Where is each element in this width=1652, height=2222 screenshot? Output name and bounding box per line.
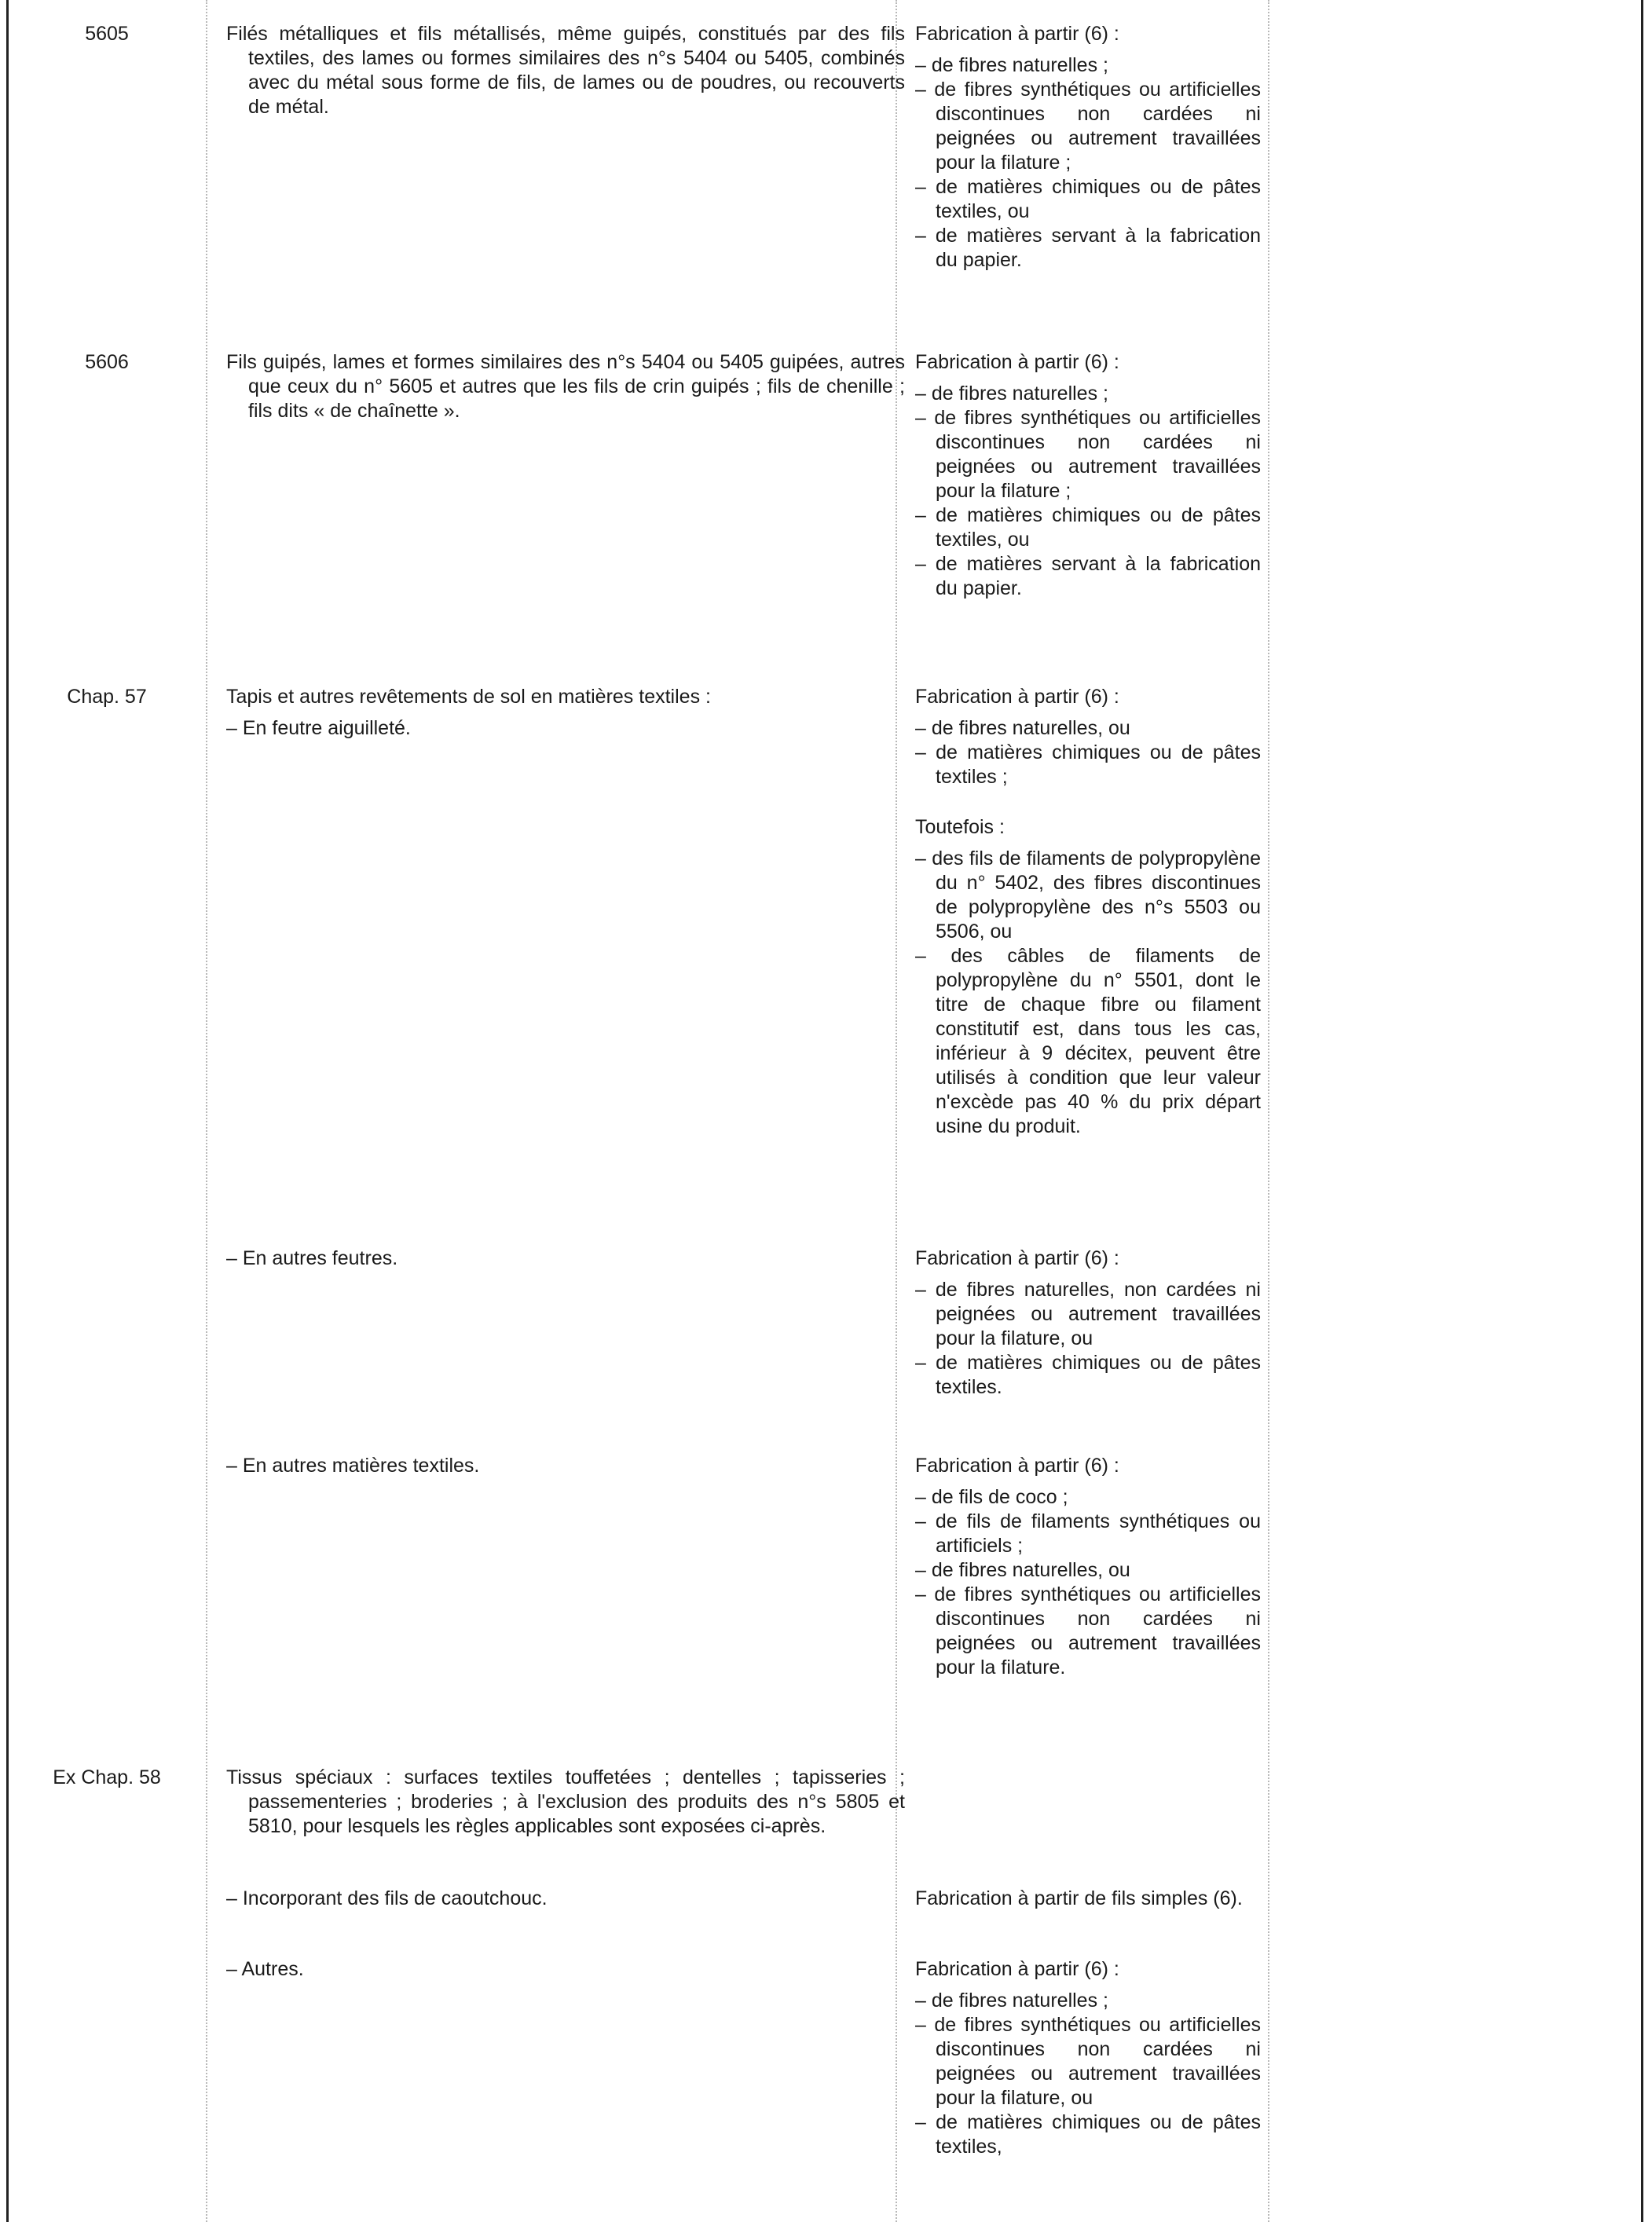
subheading-label: – Autres.	[226, 1958, 304, 1980]
rule-intro: Fabrication à partir (6) :	[915, 23, 1119, 45]
rule-item: – de fils de filaments synthétiques ou artificiels ;	[915, 1510, 1261, 1557]
left-table-border	[6, 0, 9, 2222]
subheading-label: – En autres matières textiles.	[226, 1455, 480, 1477]
rule-item: – de fibres synthétiques ou artificielles discontinues non cardées ni peignées ou autrement travaillées pour la filature ;	[915, 407, 1261, 502]
rule-item: – de matières servant à la fabrication du papier.	[915, 553, 1261, 599]
rule-intro: Fabrication à partir (6) :	[915, 1958, 1119, 1980]
origin-rule: Fabrication à partir de fils simples (6).	[915, 1887, 1243, 1909]
product-description: Fils guipés, lames et formes similaires des n°s 5404 ou 5405 guipées, autres que ceux du n° 5605 et autres que les fils de crin guipés ; fils de chenille ; fils dits « de chaînette ».	[226, 351, 905, 422]
rule-intro: Fabrication à partir (6) :	[915, 351, 1119, 373]
rule-item: – de fibres synthétiques ou artificielles discontinues non cardées ni peignées ou autrement travaillées pour la filature, ou	[915, 2014, 1261, 2109]
rule-item: – des câbles de filaments de polypropylène du n° 5501, dont le titre de chaque fibre ou filament constitutif est, dans tous les cas, inférieur à 9 décitex, peuvent être utilisés à condition que leur valeur n'excède pas 40 % du prix départ usine du produit.	[915, 945, 1261, 1137]
heading-code: Ex Chap. 58	[53, 1766, 161, 1788]
subheading-label: – Incorporant des fils de caoutchouc.	[226, 1887, 548, 1909]
toutefois-label: Toutefois :	[915, 816, 1005, 838]
origin-rule	[915, 1454, 1261, 1680]
rule-item: – de fibres naturelles, non cardées ni peignées ou autrement travaillées pour la filature, ou	[915, 1279, 1261, 1349]
rule-item: – de fibres synthétiques ou artificielles discontinues non cardées ni peignées ou autrement travaillées pour la filature ;	[915, 79, 1261, 174]
right-table-border	[1641, 0, 1643, 2222]
rule-item: – de matières servant à la fabrication du papier.	[915, 225, 1261, 271]
column-divider-1	[206, 0, 207, 2222]
origin-rule	[915, 685, 1261, 1139]
origin-rule	[915, 22, 1261, 273]
subheading-label: – En feutre aiguilleté.	[226, 717, 411, 739]
rule-item: – de fibres naturelles, ou	[915, 717, 1130, 739]
rule-item: – de fibres naturelles ;	[915, 1990, 1108, 2012]
heading-code: 5606	[85, 351, 129, 373]
column-divider-2	[896, 0, 897, 2222]
rule-item: – de matières chimiques ou de pâtes textiles.	[915, 1352, 1261, 1398]
origin-rule	[915, 1246, 1261, 1400]
product-description: Filés métalliques et fils métallisés, même guipés, constitués par des fils textiles, des lames ou formes similaires des n°s 5404 ou 5405, combinés avec du métal sous forme de fils, de lames ou de poudres, ou recouverts de métal.	[226, 23, 905, 118]
rule-item: – de fibres naturelles ;	[915, 383, 1108, 404]
rule-intro: Fabrication à partir (6) :	[915, 1455, 1119, 1477]
subheading-label: – En autres feutres.	[226, 1247, 398, 1269]
product-description: Tapis et autres revêtements de sol en matières textiles :	[226, 686, 711, 708]
rule-item: – de fibres naturelles ;	[915, 54, 1108, 76]
product-description: Tissus spéciaux : surfaces textiles touffetées ; dentelles ; tapisseries ; passementeries ; broderies ; à l'exclusion des produits des n°s 5805 et 5810, pour lesquels les règles applicables sont exposées ci-après.	[226, 1766, 905, 1837]
rule-item: – de fibres synthétiques ou artificielles discontinues non cardées ni peignées ou autrement travaillées pour la filature.	[915, 1583, 1261, 1678]
rule-item: – de matières chimiques ou de pâtes textiles ;	[915, 741, 1261, 788]
origin-rule	[915, 350, 1261, 601]
heading-code: Chap. 57	[67, 686, 147, 708]
rule-item: – des fils de filaments de polypropylène du n° 5402, des fibres discontinues de polypropylène des n°s 5503 ou 5506, ou	[915, 847, 1261, 943]
rule-item: – de matières chimiques ou de pâtes textiles, ou	[915, 504, 1261, 551]
rule-item: – de matières chimiques ou de pâtes textiles,	[915, 2111, 1261, 2158]
rule-item: – de fils de coco ;	[915, 1486, 1068, 1508]
rule-item: – de matières chimiques ou de pâtes textiles, ou	[915, 176, 1261, 222]
heading-code: 5605	[85, 23, 129, 45]
rule-item: – de fibres naturelles, ou	[915, 1559, 1130, 1581]
rule-intro: Fabrication à partir (6) :	[915, 1247, 1119, 1269]
rule-intro: Fabrication à partir (6) :	[915, 686, 1119, 708]
origin-rule	[915, 1957, 1261, 2159]
